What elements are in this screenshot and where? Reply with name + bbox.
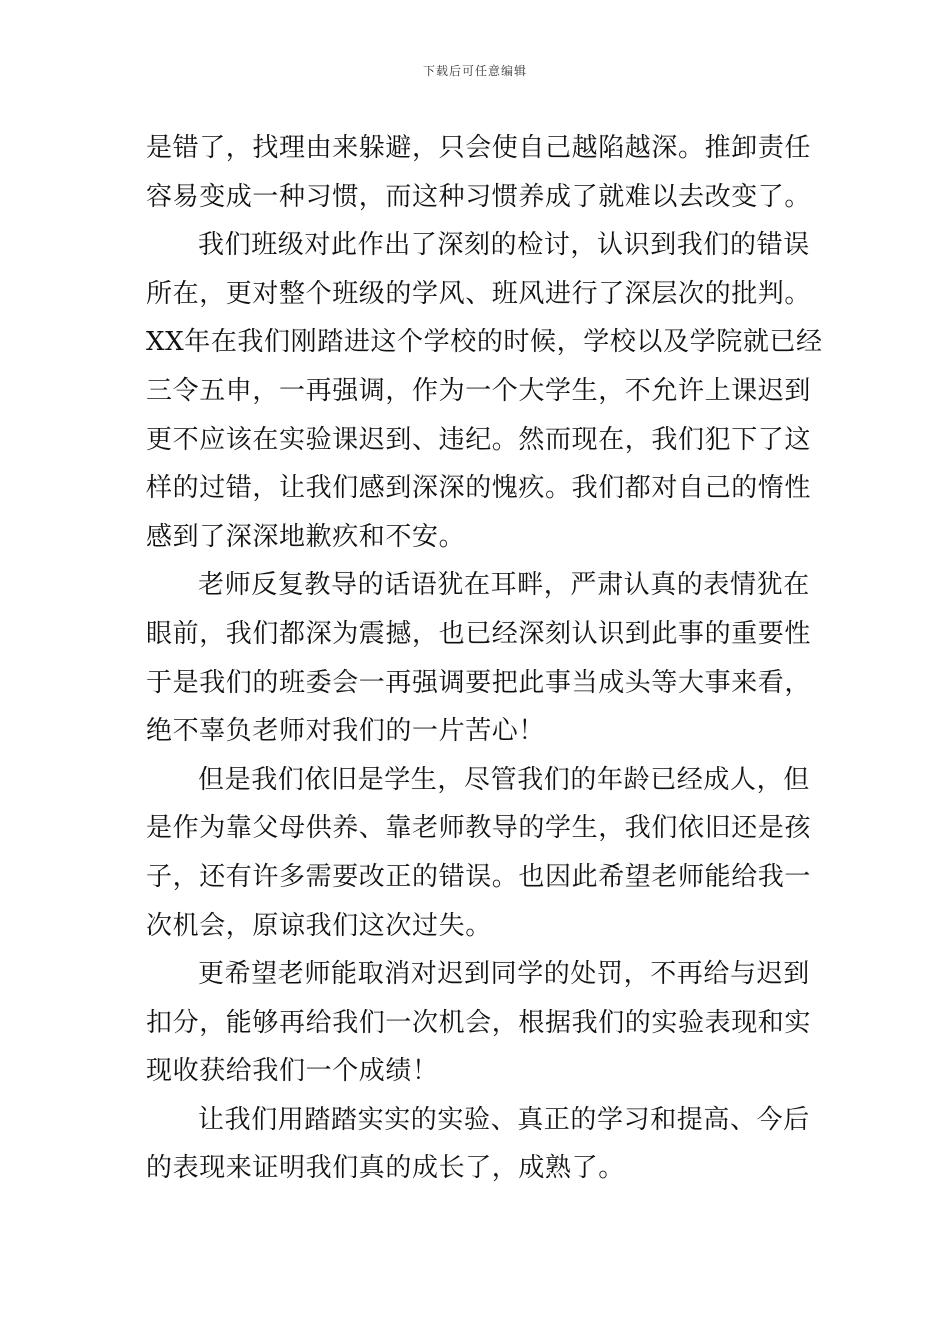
text-line: 于是我们的班委会一再强调要把此事当成头等大事来看，: [146, 667, 812, 698]
document-body: [146, 124, 823, 1193]
text-line: XX年在我们刚踏进这个学校的时候，学校以及学院就已经: [146, 327, 823, 358]
text-line: 子，还有许多需要改正的错误。也因此希望老师能给我一: [146, 861, 812, 892]
text-line: 次机会，原谅我们这次过失。: [146, 910, 492, 941]
paragraph-start-line: 我们班级对此作出了深刻的检讨，认识到我们的错误: [198, 230, 810, 261]
text-line: 扣分，能够再给我们一次机会，根据我们的实验表现和实: [146, 1007, 812, 1038]
text-line: 绝不辜负老师对我们的一片苦心！: [146, 716, 546, 747]
text-line: 是作为靠父母供养、靠老师教导的学生，我们依旧还是孩: [146, 813, 812, 844]
text-line: 三令五申，一再强调，作为一个大学生，不允许上课迟到: [146, 375, 812, 406]
paragraph-start-line: 但是我们依旧是学生，尽管我们的年龄已经成人，但: [198, 764, 810, 795]
text-line: 的表现来证明我们真的成长了，成熟了。: [146, 1153, 625, 1184]
text-line: 样的过错，让我们感到深深的愧疚。我们都对自己的惰性: [146, 473, 812, 504]
text-line: 更不应该在实验课迟到、违纪。然而现在，我们犯下了这: [146, 424, 812, 455]
paragraph-start-line: 老师反复教导的话语犹在耳畔，严肃认真的表情犹在: [198, 570, 810, 601]
text-line: 眼前，我们都深为震撼，也已经深刻认识到此事的重要性: [146, 618, 812, 649]
paragraph-start-line: 让我们用踏踏实实的实验、真正的学习和提高、今后: [198, 1104, 810, 1135]
page-header: 下载后可任意编辑: [422, 64, 527, 78]
text-line: 所在，更对整个班级的学风、班风进行了深层次的批判。: [146, 278, 812, 309]
paragraph-start-line: 更希望老师能取消对迟到同学的处罚，不再给与迟到: [198, 959, 810, 990]
text-line: 现收获给我们一个成绩！: [146, 1056, 439, 1087]
text-line: 感到了深深地歉疚和不安。: [146, 521, 466, 552]
text-line: 容易变成一种习惯，而这种习惯养成了就难以去改变了。: [146, 181, 812, 212]
text-line: 是错了，找理由来躲避，只会使自己越陷越深。推卸责任: [146, 133, 812, 163]
